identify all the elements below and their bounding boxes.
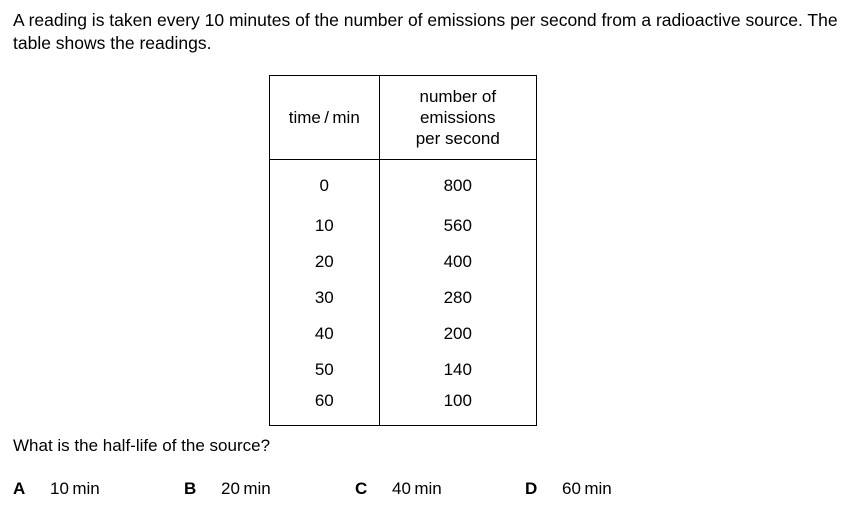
header-emissions-line-2: emissions (419, 108, 496, 127)
option-d[interactable] (525, 479, 612, 499)
header-emissions (379, 76, 536, 160)
cell-emissions: 560 (379, 208, 536, 244)
answer-options (0, 479, 848, 501)
cell-time: 20 (270, 244, 380, 280)
cell-time: 10 (270, 208, 380, 244)
cell-emissions: 140 (379, 352, 536, 388)
option-answer: 20 min (221, 479, 271, 498)
option-b[interactable] (184, 479, 271, 499)
table-header-row (270, 76, 537, 160)
table-row (270, 244, 537, 280)
option-answer: 60 min (562, 479, 612, 498)
cell-time: 30 (270, 280, 380, 316)
option-a[interactable] (13, 479, 100, 499)
table-row (270, 352, 537, 388)
option-letter: D (525, 479, 538, 498)
cell-emissions: 800 (379, 160, 536, 209)
intro-text: A reading is taken every 10 minutes of the number of emissions per second from a radioactive source. The table shows the readings. (13, 10, 838, 53)
question-text: What is the half-life of the source? (13, 436, 271, 455)
cell-time: 40 (270, 316, 380, 352)
cell-emissions: 400 (379, 244, 536, 280)
cell-time: 0 (270, 160, 380, 209)
table-row (270, 208, 537, 244)
cell-emissions: 280 (379, 280, 536, 316)
cell-time: 60 (270, 388, 380, 426)
option-c[interactable] (355, 479, 442, 499)
header-emissions-line-3: per second (415, 129, 500, 148)
option-answer: 40 min (392, 479, 442, 498)
option-letter: A (13, 479, 26, 498)
table-row (270, 316, 537, 352)
option-letter: B (184, 479, 197, 498)
cell-emissions: 100 (379, 388, 536, 426)
cell-emissions: 200 (379, 316, 536, 352)
table-row (270, 388, 537, 426)
cell-time: 50 (270, 352, 380, 388)
table-row (270, 160, 537, 209)
header-emissions-line-1: number of (419, 87, 497, 106)
readings-table (269, 75, 537, 426)
table-row (270, 280, 537, 316)
option-letter: C (355, 479, 368, 498)
option-answer: 10 min (50, 479, 100, 498)
header-time: time / min (270, 76, 380, 160)
